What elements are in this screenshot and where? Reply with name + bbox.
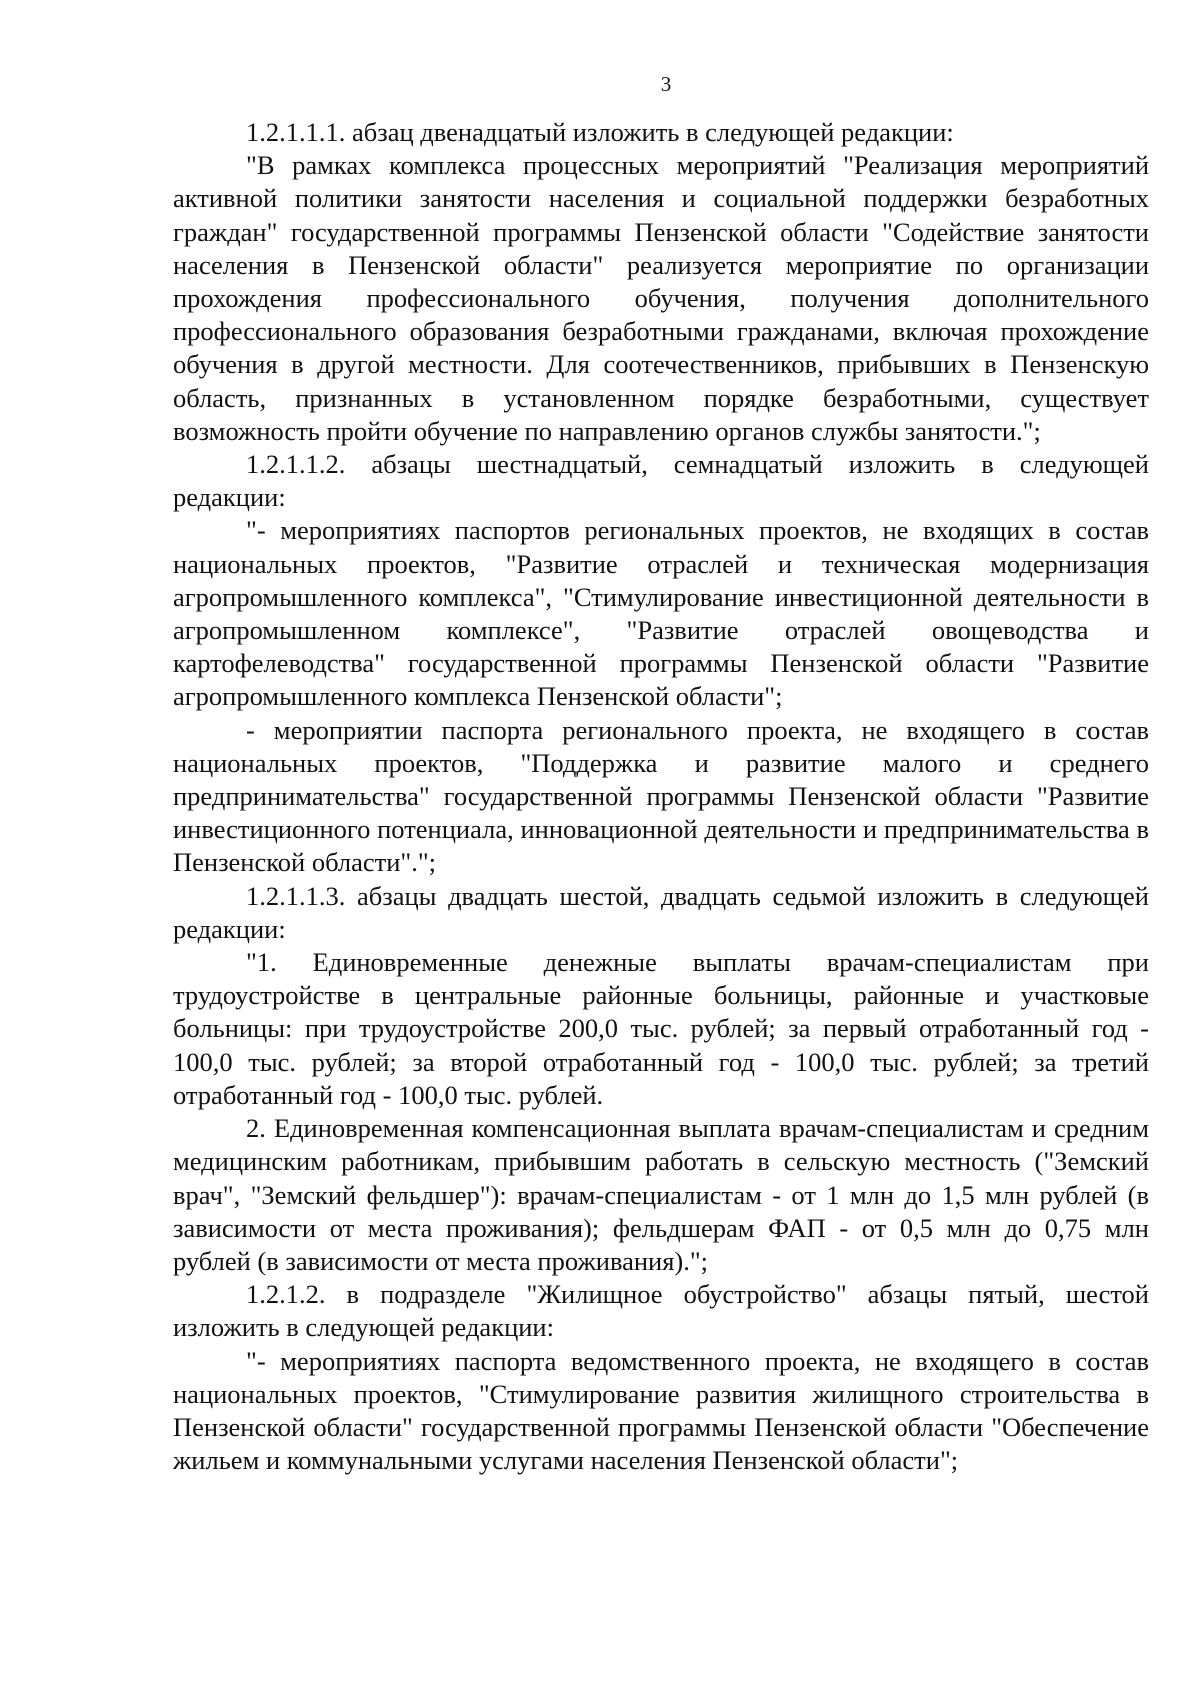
paragraph-employment-measures: "В рамках комплекса процессных мероприятий "Реализация мероприятий активной политики занятости населения и социальной поддержки безработных граждан" государственной программы Пензенской области "Содействие занятости населения в Пензенской области" реализуется мероприятие по организации прохождения профессионального обучения, получения дополнительного профессионального образования безработными гражданами, включая прохождение обучения в другой местности. Для соотечественников, прибывших в Пензенскую область, признанных в установленном порядке безработными, существует возможность пройти обучение по направлению органов службы занятости."; (173, 150, 1149, 446)
paragraph-agro-projects: "- мероприятиях паспортов региональных проектов, не входящих в состав национальных проектов, "Развитие отраслей и техническая модернизация агропромышленного комплекса", "Стимулирование инвестиционной деятельности в агропромышленном комплексе", "Развитие отраслей овощеводства и картофелеводства" государственной программы Пензенской области "Развитие агропромышленного комплекса Пензенской области"; (173, 515, 1149, 712)
paragraph-housing-project: "- мероприятиях паспорта ведомственного проекта, не входящего в состав национальных проектов, "Стимулирование развития жилищного строительства в Пензенской области" государственной программы Пензенской области "Обеспечение жильем и коммунальными услугами населения Пензенской области"; (173, 1345, 1149, 1476)
paragraph-1-2-1-1-1-heading: 1.2.1.1.1. абзац двенадцатый изложить в следующей редакции: (246, 117, 954, 147)
paragraph-rural-compensation: 2. Единовременная компенсационная выплата врачам-специалистам и средним медицинским работникам, прибывшим работать в сельскую местность ("Земский врач", "Земский фельдшер"): врачам-специалистам - от 1 млн до 1,5 млн рублей (в зависимости от места проживания); фельдшерам ФАП - от 0,5 млн до 0,75 млн рублей (в зависимости от места проживания)."; (173, 1113, 1149, 1276)
document-body (173, 116, 1149, 1477)
paragraph-1-2-1-1-3-heading: 1.2.1.1.3. абзацы двадцать шестой, двадцать седьмой изложить в следующей редакции: (173, 880, 1149, 944)
paragraph-1-2-1-2-heading: 1.2.1.2. в подразделе "Жилищное обустройство" абзацы пятый, шестой изложить в следующей редакции: (173, 1279, 1149, 1343)
paragraph-doctor-payments: "1. Единовременные денежные выплаты врачам-специалистам при трудоустройстве в центральные районные больницы, районные и участковые больницы: при трудоустройстве 200,0 тыс. рублей; за первый отработанный год - 100,0 тыс. рублей; за второй отработанный год - 100,0 тыс. рублей; за третий отработанный год - 100,0 тыс. рублей. (173, 947, 1149, 1110)
paragraph-small-business-project: - мероприятии паспорта регионального проекта, не входящего в состав национальных проектов, "Поддержка и развитие малого и среднего предпринимательства" государственной программы Пензенской области "Развитие инвестиционного потенциала, инновационной деятельности и предпринимательства в Пензенской области"."; (173, 714, 1149, 878)
paragraph-1-2-1-1-2-heading: 1.2.1.1.2. абзацы шестнадцатый, семнадцатый изложить в следующей редакции: (173, 449, 1149, 513)
page-number: 3 (660, 72, 672, 96)
